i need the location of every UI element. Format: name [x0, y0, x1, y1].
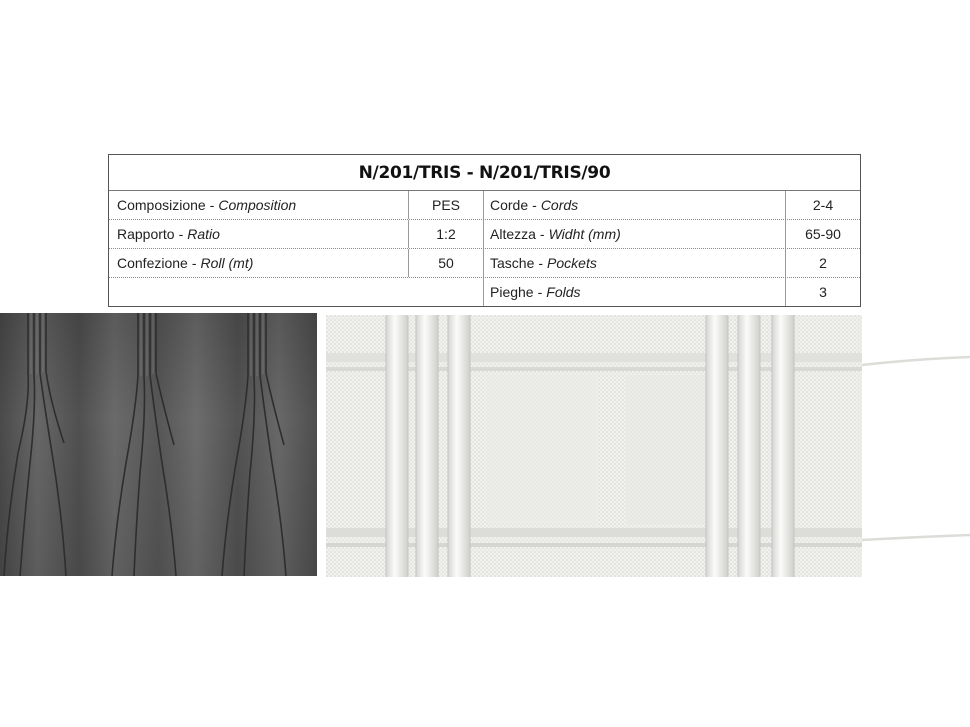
spec-row: [109, 191, 860, 220]
label-separator: -: [209, 197, 215, 213]
value-height: 65-90: [805, 226, 841, 242]
label-en: Cords: [540, 197, 579, 213]
spec-row: [109, 278, 860, 306]
spec-title: N/201/TRIS - N/201/TRIS/90: [109, 155, 860, 191]
tape-photo: [326, 315, 970, 577]
spec-table: [108, 154, 861, 307]
value-roll: 50: [409, 249, 484, 277]
label-it: Tasche: [490, 255, 535, 271]
value-ratio: 1:2: [409, 220, 484, 248]
label-separator: -: [537, 284, 543, 300]
label-separator: -: [532, 197, 537, 213]
label-separator: -: [539, 226, 545, 242]
value-pockets: 2: [819, 255, 827, 271]
value-folds: 3: [819, 284, 827, 300]
label-en: Pockets: [547, 255, 597, 271]
label-it: Corde: [490, 197, 529, 213]
label-it: Altezza: [490, 226, 536, 242]
spec-row: [109, 249, 860, 278]
label-separator: -: [191, 255, 197, 271]
value-composition: PES: [409, 191, 484, 219]
label-en: Composition: [218, 197, 297, 213]
label-separator: -: [178, 226, 184, 242]
label-height: [484, 220, 786, 248]
label-it: Rapporto: [117, 226, 175, 242]
label-it: Confezione: [117, 255, 188, 271]
label-composition: [109, 191, 409, 219]
value-cords: 2-4: [812, 197, 834, 213]
curtain-photo: [0, 313, 317, 576]
label-en: Folds: [546, 284, 581, 300]
label-en: Roll (mt): [200, 255, 254, 271]
label-it: Pieghe: [490, 284, 534, 300]
label-roll: [109, 249, 409, 277]
label-ratio: [109, 220, 409, 248]
label-pockets: [484, 249, 786, 277]
label-separator: -: [538, 255, 544, 271]
spec-row: [109, 220, 860, 249]
label-en: Widht (mm): [548, 226, 621, 242]
label-cords: [484, 191, 786, 219]
label-en: Ratio: [187, 226, 220, 242]
label-folds: [484, 278, 786, 306]
empty-cell: [109, 278, 484, 306]
label-it: Composizione: [117, 197, 206, 213]
